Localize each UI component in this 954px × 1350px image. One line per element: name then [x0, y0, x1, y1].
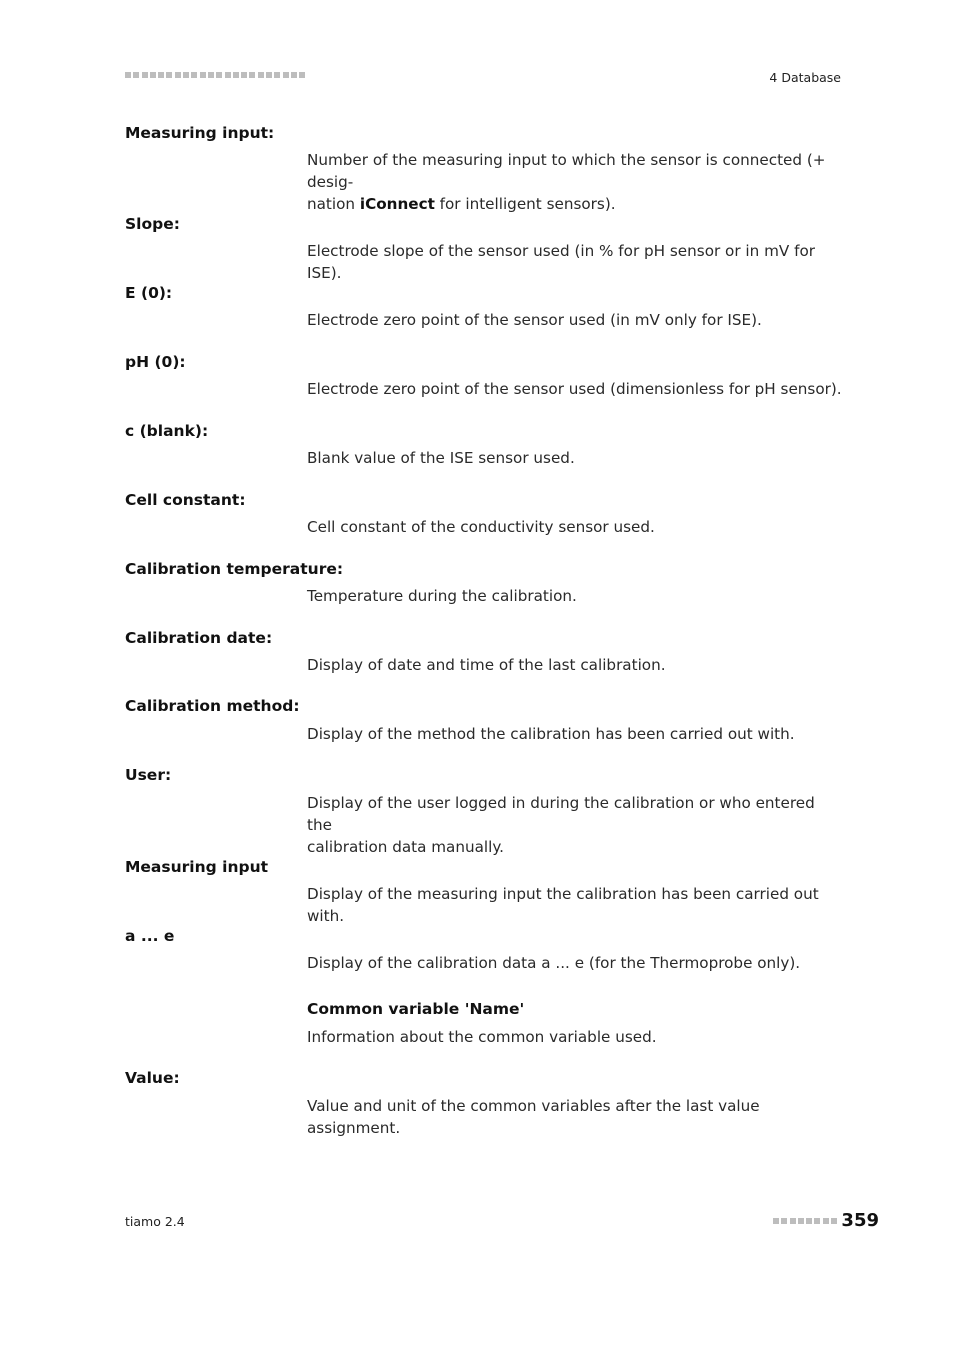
- desc-measuring-input-2: Display of the measuring input the calibration has been carried out with.: [307, 885, 819, 925]
- desc-emphasis: iConnect: [359, 195, 435, 213]
- desc-calibration-date: Display of date and time of the last calibration.: [307, 656, 666, 674]
- desc-calibration-method: Display of the method the calibration has been carried out with.: [307, 725, 795, 743]
- section-intro: Information about the common variable used.: [307, 1028, 657, 1046]
- term-ph0: pH (0):: [125, 353, 186, 371]
- desc-e0: Electrode zero point of the sensor used (in mV only for ISE).: [307, 311, 762, 329]
- section-heading: Common variable 'Name': [307, 1000, 525, 1018]
- term-e0: E (0):: [125, 284, 173, 302]
- desc-text: for intelligent sensors).: [434, 195, 616, 213]
- desc-cell-constant: Cell constant of the conductivity sensor used.: [307, 518, 655, 536]
- term-user: User:: [125, 766, 172, 784]
- page-number: 359: [841, 1210, 879, 1231]
- desc-calibration-temperature: Temperature during the calibration.: [307, 587, 577, 605]
- desc-line: Number of the measuring input to which the sensor is connected (+ desig-: [307, 151, 826, 191]
- term-a-e: a ... e: [125, 927, 175, 945]
- desc-measuring-input: [307, 149, 844, 215]
- desc-value: Value and unit of the common variables after the last value assignment.: [307, 1097, 760, 1137]
- footer-squares: [773, 1218, 839, 1226]
- desc-line: Display of the user logged in during the calibration or who entered the: [307, 794, 815, 834]
- term-measuring-input: Measuring input:: [125, 124, 275, 142]
- term-calibration-method: Calibration method:: [125, 697, 300, 715]
- term-slope: Slope:: [125, 215, 180, 233]
- desc-ph0: Electrode zero point of the sensor used (dimensionless for pH sensor).: [307, 380, 842, 398]
- desc-c-blank: Blank value of the ISE sensor used.: [307, 449, 575, 467]
- term-calibration-date: Calibration date:: [125, 629, 273, 647]
- term-calibration-temperature: Calibration temperature:: [125, 560, 344, 578]
- desc-text: nation: [307, 195, 360, 213]
- desc-slope: Electrode slope of the sensor used (in % for pH sensor or in mV for ISE).: [307, 242, 815, 282]
- desc-user: [307, 792, 844, 858]
- header-chapter: 4 Database: [769, 70, 841, 85]
- header-squares: [125, 72, 307, 80]
- desc-a-e: Display of the calibration data a ... e (for the Thermoprobe only).: [307, 954, 801, 972]
- term-measuring-input-2: Measuring input: [125, 858, 269, 876]
- term-c-blank: c (blank):: [125, 422, 209, 440]
- term-value: Value:: [125, 1069, 180, 1087]
- footer-product: tiamo 2.4: [125, 1214, 185, 1229]
- term-cell-constant: Cell constant:: [125, 491, 246, 509]
- desc-line: calibration data manually.: [307, 838, 504, 856]
